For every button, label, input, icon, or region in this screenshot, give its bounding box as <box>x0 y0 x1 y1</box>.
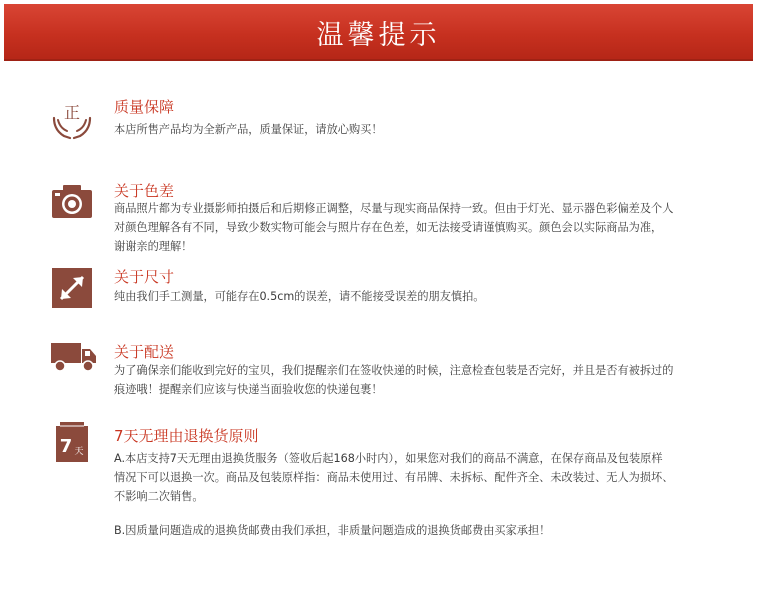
body-line: 不影响二次销售。 <box>114 490 204 503</box>
body-line: 为了确保亲们能收到完好的宝贝，我们提醒亲们在签收快递的时候，注意检查包装是否完好，并且是否有被拆过的 <box>114 364 674 377</box>
page-title: 温馨提示 <box>316 20 441 51</box>
body-line: 情况下可以退换一次。商品及包装原样指：商品未使用过、有吊牌、未拆标、配件齐全、未改装过、无人为损坏、 <box>114 471 674 484</box>
body-line: B.因质量问题造成的退换货邮费由我们承担，非质量问题造成的退换货邮费由买家承担！ <box>114 524 551 537</box>
resize-arrows-icon <box>50 266 94 310</box>
body-line: 对颜色理解各有不同，导致少数实物可能会与照片存在色差，如无法接受请谨慎购买。颜色会以实际商品为准， <box>114 221 663 234</box>
calendar-7day-number: 7 <box>59 436 73 457</box>
body-line: A.本店支持7天无理由退换货服务（签收后起168小时内），如果您对我们的商品不满意，在保存商品及包装原样 <box>114 452 663 465</box>
section-body-color <box>114 199 734 256</box>
section-body-size <box>114 287 734 306</box>
header-banner <box>4 4 753 61</box>
calendar-7day-unit: 天 <box>74 447 84 457</box>
section-title-delivery: 关于配送 <box>114 343 175 361</box>
truck-icon <box>50 334 98 378</box>
calendar-7day-icon <box>50 420 94 464</box>
section-title-quality: 质量保障 <box>114 98 175 116</box>
section-body-quality <box>114 120 734 139</box>
section-body-delivery <box>114 361 734 399</box>
body-line: 痕迹哦！提醒亲们应该与快递当面验收您的快递包裹！ <box>114 383 383 396</box>
body-line: 商品照片都为专业摄影师拍摄后和后期修正调整，尽量与现实商品保持一致。但由于灯光、显示器色彩偏差及个人 <box>114 202 674 215</box>
section-body-returns-b <box>114 521 734 540</box>
body-line: 谢谢亲的理解！ <box>114 240 193 253</box>
body-line: 纯由我们手工测量，可能存在0.5cm的误差，请不能接受误差的朋友慎拍。 <box>114 290 485 303</box>
section-title-size: 关于尺寸 <box>114 268 175 286</box>
section-title-returns: 7天无理由退换货原则 <box>114 427 259 445</box>
section-body-returns-a <box>114 449 734 506</box>
hands-quality-glyph: 正 <box>63 103 81 122</box>
section-title-color: 关于色差 <box>114 182 175 200</box>
camera-icon <box>50 180 94 224</box>
body-line: 本店所售产品均为全新产品，质量保证，请放心购买！ <box>114 123 383 136</box>
hands-quality-icon <box>50 98 94 142</box>
